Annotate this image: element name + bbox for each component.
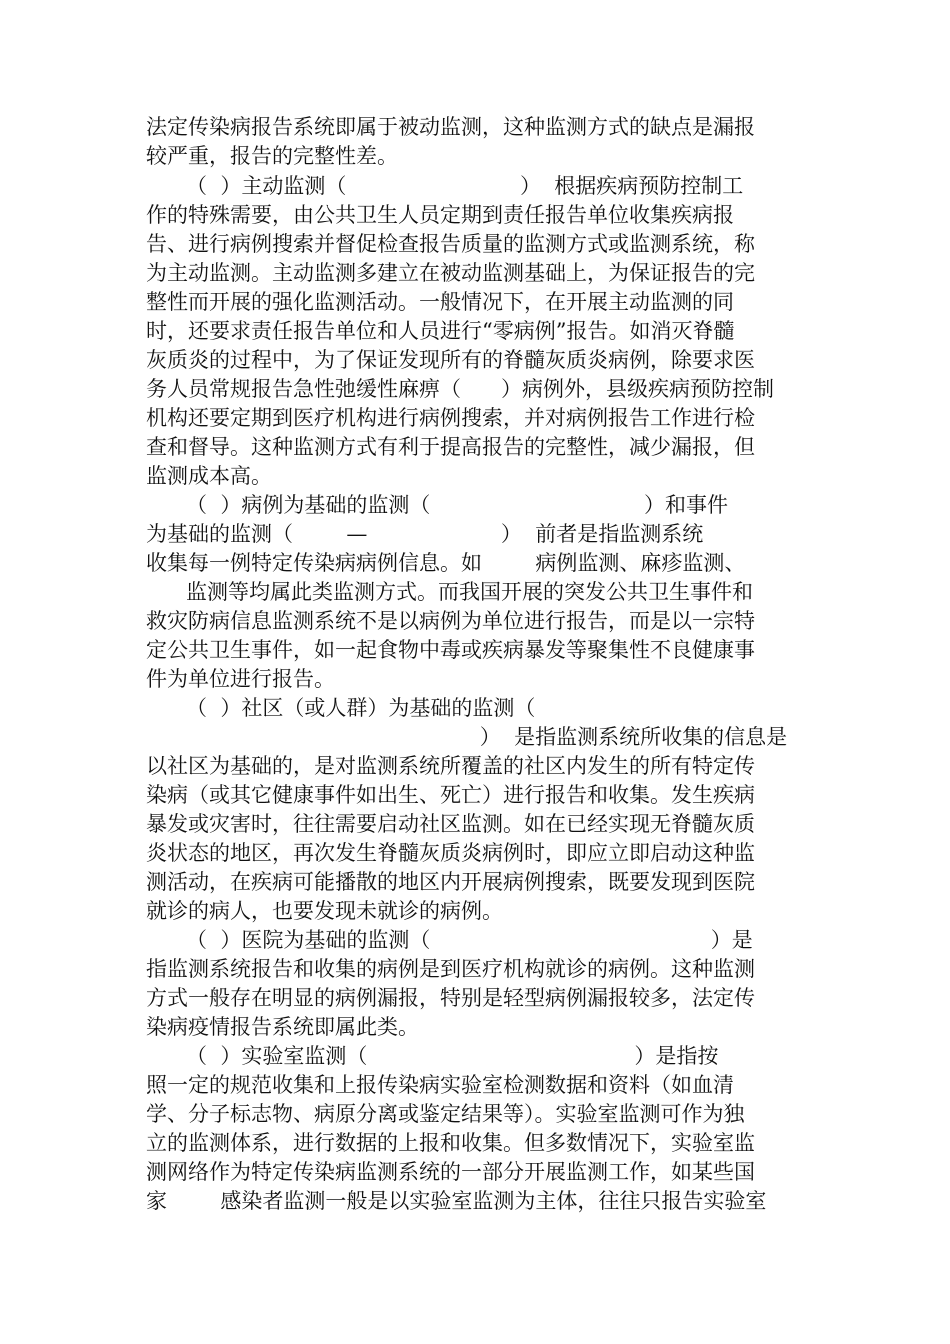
text-line: 测网络作为特定传染病监测系统的一部分开展监测工作，如某些国 xyxy=(146,1160,755,1184)
text-line: 方式一般存在明显的病例漏报，特别是轻型病例漏报较多，法定传 xyxy=(146,986,755,1010)
text-line: ） 是指监测系统所收集的信息是 xyxy=(146,725,788,749)
text-line: 作的特殊需要，由公共卫生人员定期到责任报告单位收集疾病报 xyxy=(146,203,734,227)
text-line: （ ）主动监测（ ） 根据疾病预防控制工 xyxy=(146,174,744,198)
text-line: 监测等均属此类监测方式。而我国开展的突发公共卫生事件和 xyxy=(146,580,754,604)
text-line: 法定传染病报告系统即属于被动监测，这种监测方式的缺点是漏报 xyxy=(146,115,755,139)
text-line: 家 感染者监测一般是以实验室监测为主体，往往只报告实验室 xyxy=(146,1189,767,1213)
text-line: （ ）医院为基础的监测（ ）是 xyxy=(146,928,753,952)
text-line: 为主动监测。主动监测多建立在被动监测基础上，为保证报告的完 xyxy=(146,261,755,285)
text-line: 照一定的规范收集和上报传染病实验室检测数据和资料（如血清 xyxy=(146,1073,734,1097)
text-line: 救灾防病信息监测系统不是以病例为单位进行报告，而是以一宗特 xyxy=(146,609,755,633)
text-line: 测活动，在疾病可能播散的地区内开展病例搜索，既要发现到医院 xyxy=(146,870,755,894)
text-line: （ ）病例为基础的监测（ ）和事件 xyxy=(146,493,729,517)
text-line: 整性而开展的强化监测活动。一般情况下，在开展主动监测的同 xyxy=(146,290,734,314)
text-line: 染病疫情报告系统即属此类。 xyxy=(146,1015,419,1039)
text-line: 暴发或灾害时，往往需要启动社区监测。如在已经实现无脊髓灰质 xyxy=(146,812,755,836)
text-line: （ ）实验室监测（ ）是指按 xyxy=(146,1044,719,1068)
text-line: 染病（或其它健康事件如出生、死亡）进行报告和收集。发生疾病 xyxy=(146,783,755,807)
text-line: 机构还要定期到医疗机构进行病例搜索，并对病例报告工作进行检 xyxy=(146,406,755,430)
text-line: 查和督导。这种监测方式有利于提高报告的完整性，减少漏报，但 xyxy=(146,435,755,459)
text-line: 时，还要求责任报告单位和人员进行“零病例”报告。如消灭脊髓 xyxy=(146,319,735,343)
text-line: 收集每一例特定传染病病例信息。如 病例监测、麻疹监测、 xyxy=(146,551,746,575)
text-line: 炎状态的地区，再次发生脊髓灰质炎病例时，即应立即启动这种监 xyxy=(146,841,755,865)
text-line: （ ）社区（或人群）为基础的监测（ xyxy=(146,696,536,720)
text-line: 监测成本高。 xyxy=(146,464,272,488)
text-line: 学、分子标志物、病原分离或鉴定结果等）。实验室监测可作为独 xyxy=(146,1102,745,1126)
text-line: 为基础的监测（ — ） 前者是指监测系统 xyxy=(146,522,704,546)
text-line: 较严重，报告的完整性差。 xyxy=(146,144,398,168)
text-line: 定公共卫生事件，如一起食物中毒或疾病暴发等聚集性不良健康事 xyxy=(146,638,755,662)
text-line: 告、进行病例搜索并督促检查报告质量的监测方式或监测系统，称 xyxy=(146,232,755,256)
text-line: 灰质炎的过程中，为了保证发现所有的脊髓灰质炎病例，除要求医 xyxy=(146,348,755,372)
text-line: 立的监测体系，进行数据的上报和收集。但多数情况下，实验室监 xyxy=(146,1131,755,1155)
text-line: 件为单位进行报告。 xyxy=(146,667,335,691)
text-line: 务人员常规报告急性弛缓性麻痹（ ）病例外，县级疾病预防控制 xyxy=(146,377,775,401)
text-line: 以社区为基础的，是对监测系统所覆盖的社区内发生的所有特定传 xyxy=(146,754,755,778)
text-line: 就诊的病人，也要发现未就诊的病例。 xyxy=(146,899,503,923)
text-line: 指监测系统报告和收集的病例是到医疗机构就诊的病例。这种监测 xyxy=(146,957,755,981)
